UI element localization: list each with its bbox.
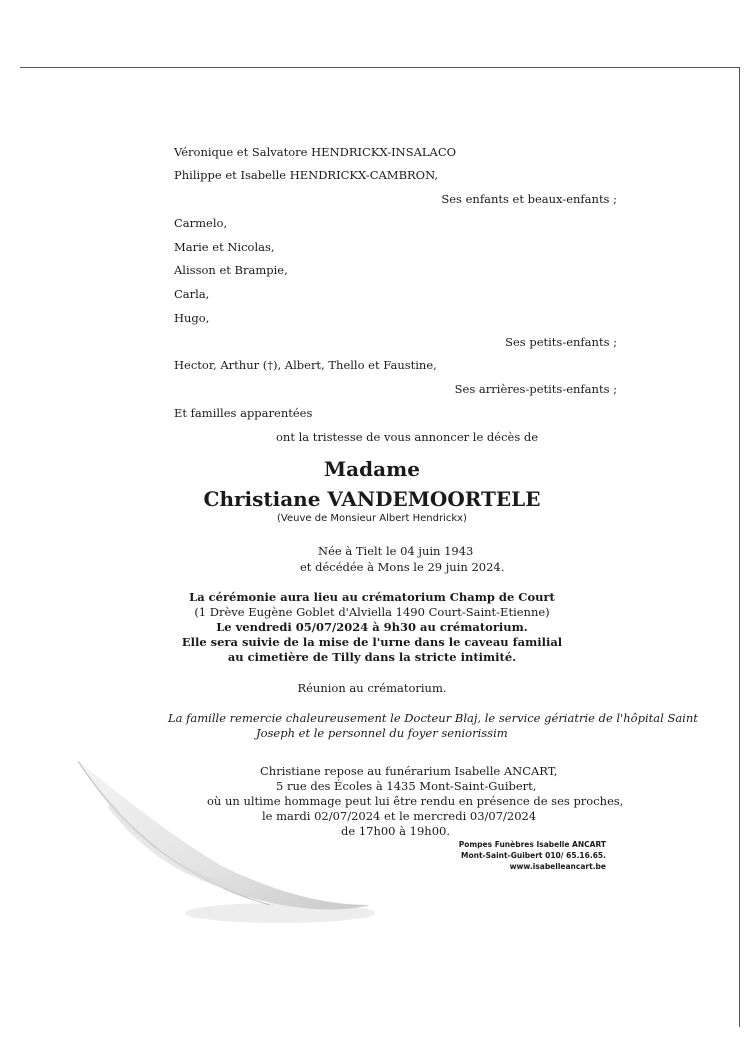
birth-line: Née à Tielt le 04 juin 1943 [318,544,474,558]
grandchildren-role: Ses petits-enfants ; [505,335,617,349]
child-1: Véronique et Salvatore HENDRICKX-INSALACO [174,145,457,159]
great-grandchildren-role: Ses arrières-petits-enfants ; [454,382,617,396]
reunion-line: Réunion au crématorium. [297,681,447,695]
visitation-line-5: de 17h00 à 19h00. [341,824,450,838]
great-grandchildren: Hector, Arthur (†), Albert, Thello et Faustine, [174,358,437,372]
funeral-home-name: Pompes Funèbres Isabelle ANCART [458,840,606,849]
ceremony-line-1: La cérémonie aura lieu au crématorium Champ de Court [189,590,555,604]
frame-top-line [20,67,740,68]
announcement: ont la tristesse de vous annoncer le décès de [276,430,539,444]
visitation-line-2: 5 rue des Écoles à 1435 Mont-Saint-Guibert, [276,779,537,793]
families-line: Et familles apparentées [174,406,313,420]
ceremony-line-2: (1 Drève Eugène Goblet d'Alviella 1490 Court-Saint-Etienne) [194,605,550,619]
visitation-line-1: Christiane repose au funérarium Isabelle ANCART, [260,764,558,778]
funeral-home-address: Mont-Saint-Guibert 010/ 65.16.65. [460,851,606,860]
grandchild: Carmelo, [174,216,228,230]
grandchild: Carla, [174,287,210,301]
grandchild: Hugo, [174,311,210,325]
grandchild: Alisson et Brampie, [174,263,288,277]
ceremony-line-3: Le vendredi 05/07/2024 à 9h30 au crématorium. [216,620,528,634]
children-role: Ses enfants et beaux-enfants ; [441,192,617,206]
ceremony-line-4: Elle sera suivie de la mise de l'urne dans le caveau familial [181,635,563,649]
thanks-line-2: Joseph et le personnel du foyer seniorissim [256,726,508,740]
funeral-home-website: www.isabelleancart.be [509,862,606,871]
visitation-line-3: où un ultime hommage peut lui être rendu en présence de ses proches, [207,794,624,808]
thanks-line-1: La famille remercie chaleureusement le Docteur Blaj, le service gériatrie de l'hôpital Saint [168,711,698,725]
deceased-title: Madame [324,457,420,481]
visitation-line-4: le mardi 02/07/2024 et le mercredi 03/07/2024 [262,809,537,823]
frame-right-line [739,67,740,1027]
grandchild: Marie et Nicolas, [174,240,275,254]
ceremony-line-5: au cimetière de Tilly dans la stricte intimité. [227,650,517,664]
deceased-name: Christiane VANDEMOORTELE [203,487,541,511]
widow-note: (Veuve de Monsieur Albert Hendrickx) [277,513,467,524]
death-line: et décédée à Mons le 29 juin 2024. [300,560,505,574]
child-2: Philippe et Isabelle HENDRICKX-CAMBRON, [174,168,439,182]
